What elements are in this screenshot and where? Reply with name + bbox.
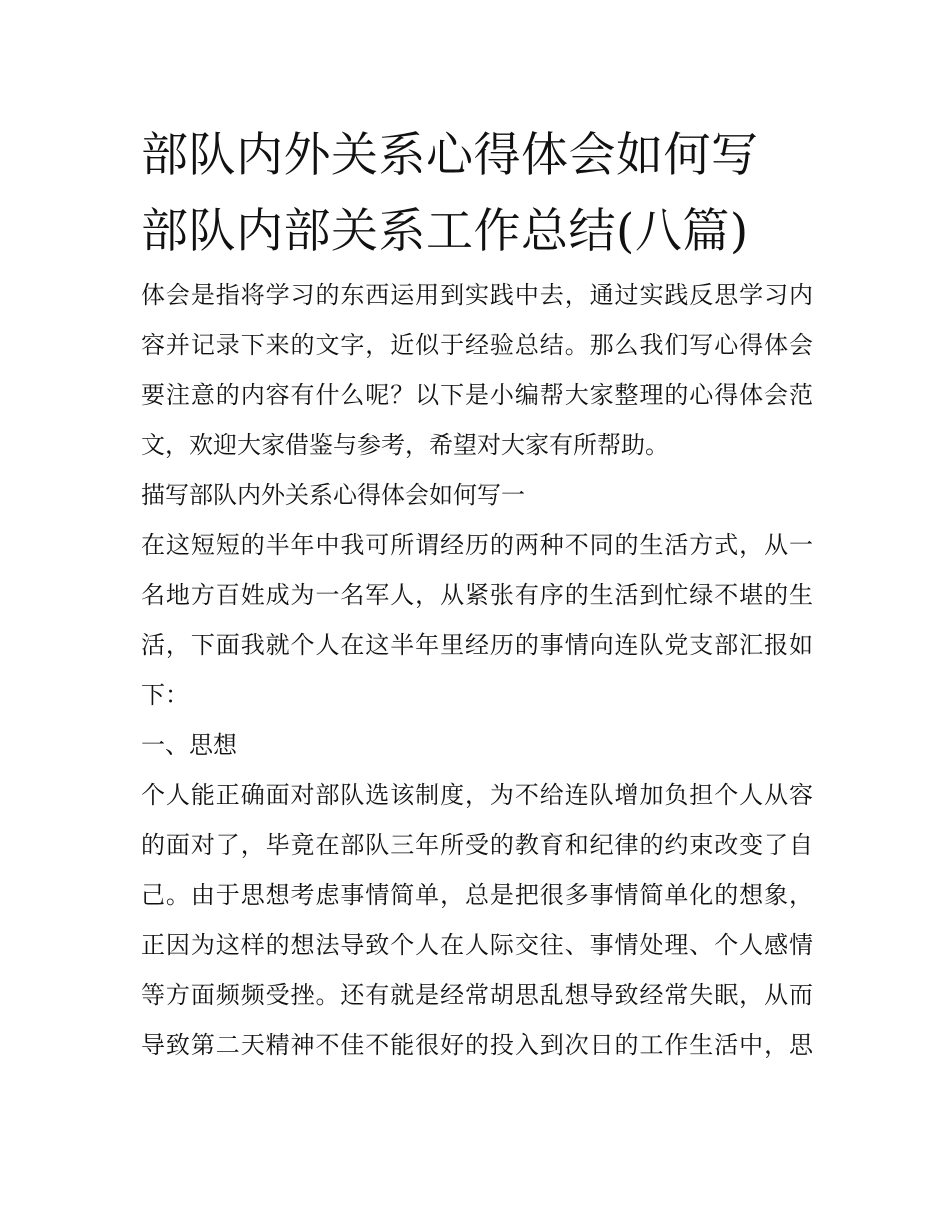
body-paragraph	[141, 770, 813, 1070]
paragraph-line: 体会是指将学习的东西运用到实践中去，通过实践反思学习内	[141, 281, 813, 309]
paragraph-line: 个人能正确面对部队选该制度，为不给连队增加负担个人从容	[141, 781, 813, 809]
document-content	[141, 118, 813, 1070]
paragraph-line: 活，下面我就个人在这半年里经历的事情向连队党支部汇报如	[141, 631, 813, 659]
document-title	[141, 118, 813, 270]
paragraph-line: 正因为这样的想法导致个人在人际交往、事情处理、个人感情	[141, 931, 813, 959]
paragraph-line: 的面对了，毕竟在部队三年所受的教育和纪律的约束改变了自	[141, 831, 813, 859]
title-line: 部队内外关系心得体会如何写	[141, 128, 759, 183]
paragraph-line: 要注意的内容有什么呢？以下是小编帮大家整理的心得体会范	[141, 381, 813, 409]
paragraph-line: 下：	[141, 681, 189, 709]
title-line: 部队内部关系工作总结(八篇)	[141, 204, 749, 259]
subheading-thought: 一、思想	[141, 731, 237, 759]
paragraph-line: 己。由于思想考虑事情简单，总是把很多事情简单化的想象，	[141, 881, 813, 909]
section-title: 描写部队内外关系心得体会如何写一	[141, 481, 525, 509]
section-paragraph	[141, 520, 813, 720]
paragraph-line: 容并记录下来的文字，近似于经验总结。那么我们写心得体会	[141, 331, 813, 359]
paragraph-line: 名地方百姓成为一名军人，从紧张有序的生活到忙绿不堪的生	[141, 581, 813, 609]
paragraph-line: 等方面频频受挫。还有就是经常胡思乱想导致经常失眠，从而	[141, 981, 813, 1009]
paragraph-line: 文，欢迎大家借鉴与参考，希望对大家有所帮助。	[141, 431, 669, 459]
paragraph-line: 导致第二天精神不佳不能很好的投入到次日的工作生活中，思	[141, 1031, 813, 1059]
intro-paragraph	[141, 270, 813, 470]
paragraph-line: 在这短短的半年中我可所谓经历的两种不同的生活方式，从一	[141, 531, 813, 559]
